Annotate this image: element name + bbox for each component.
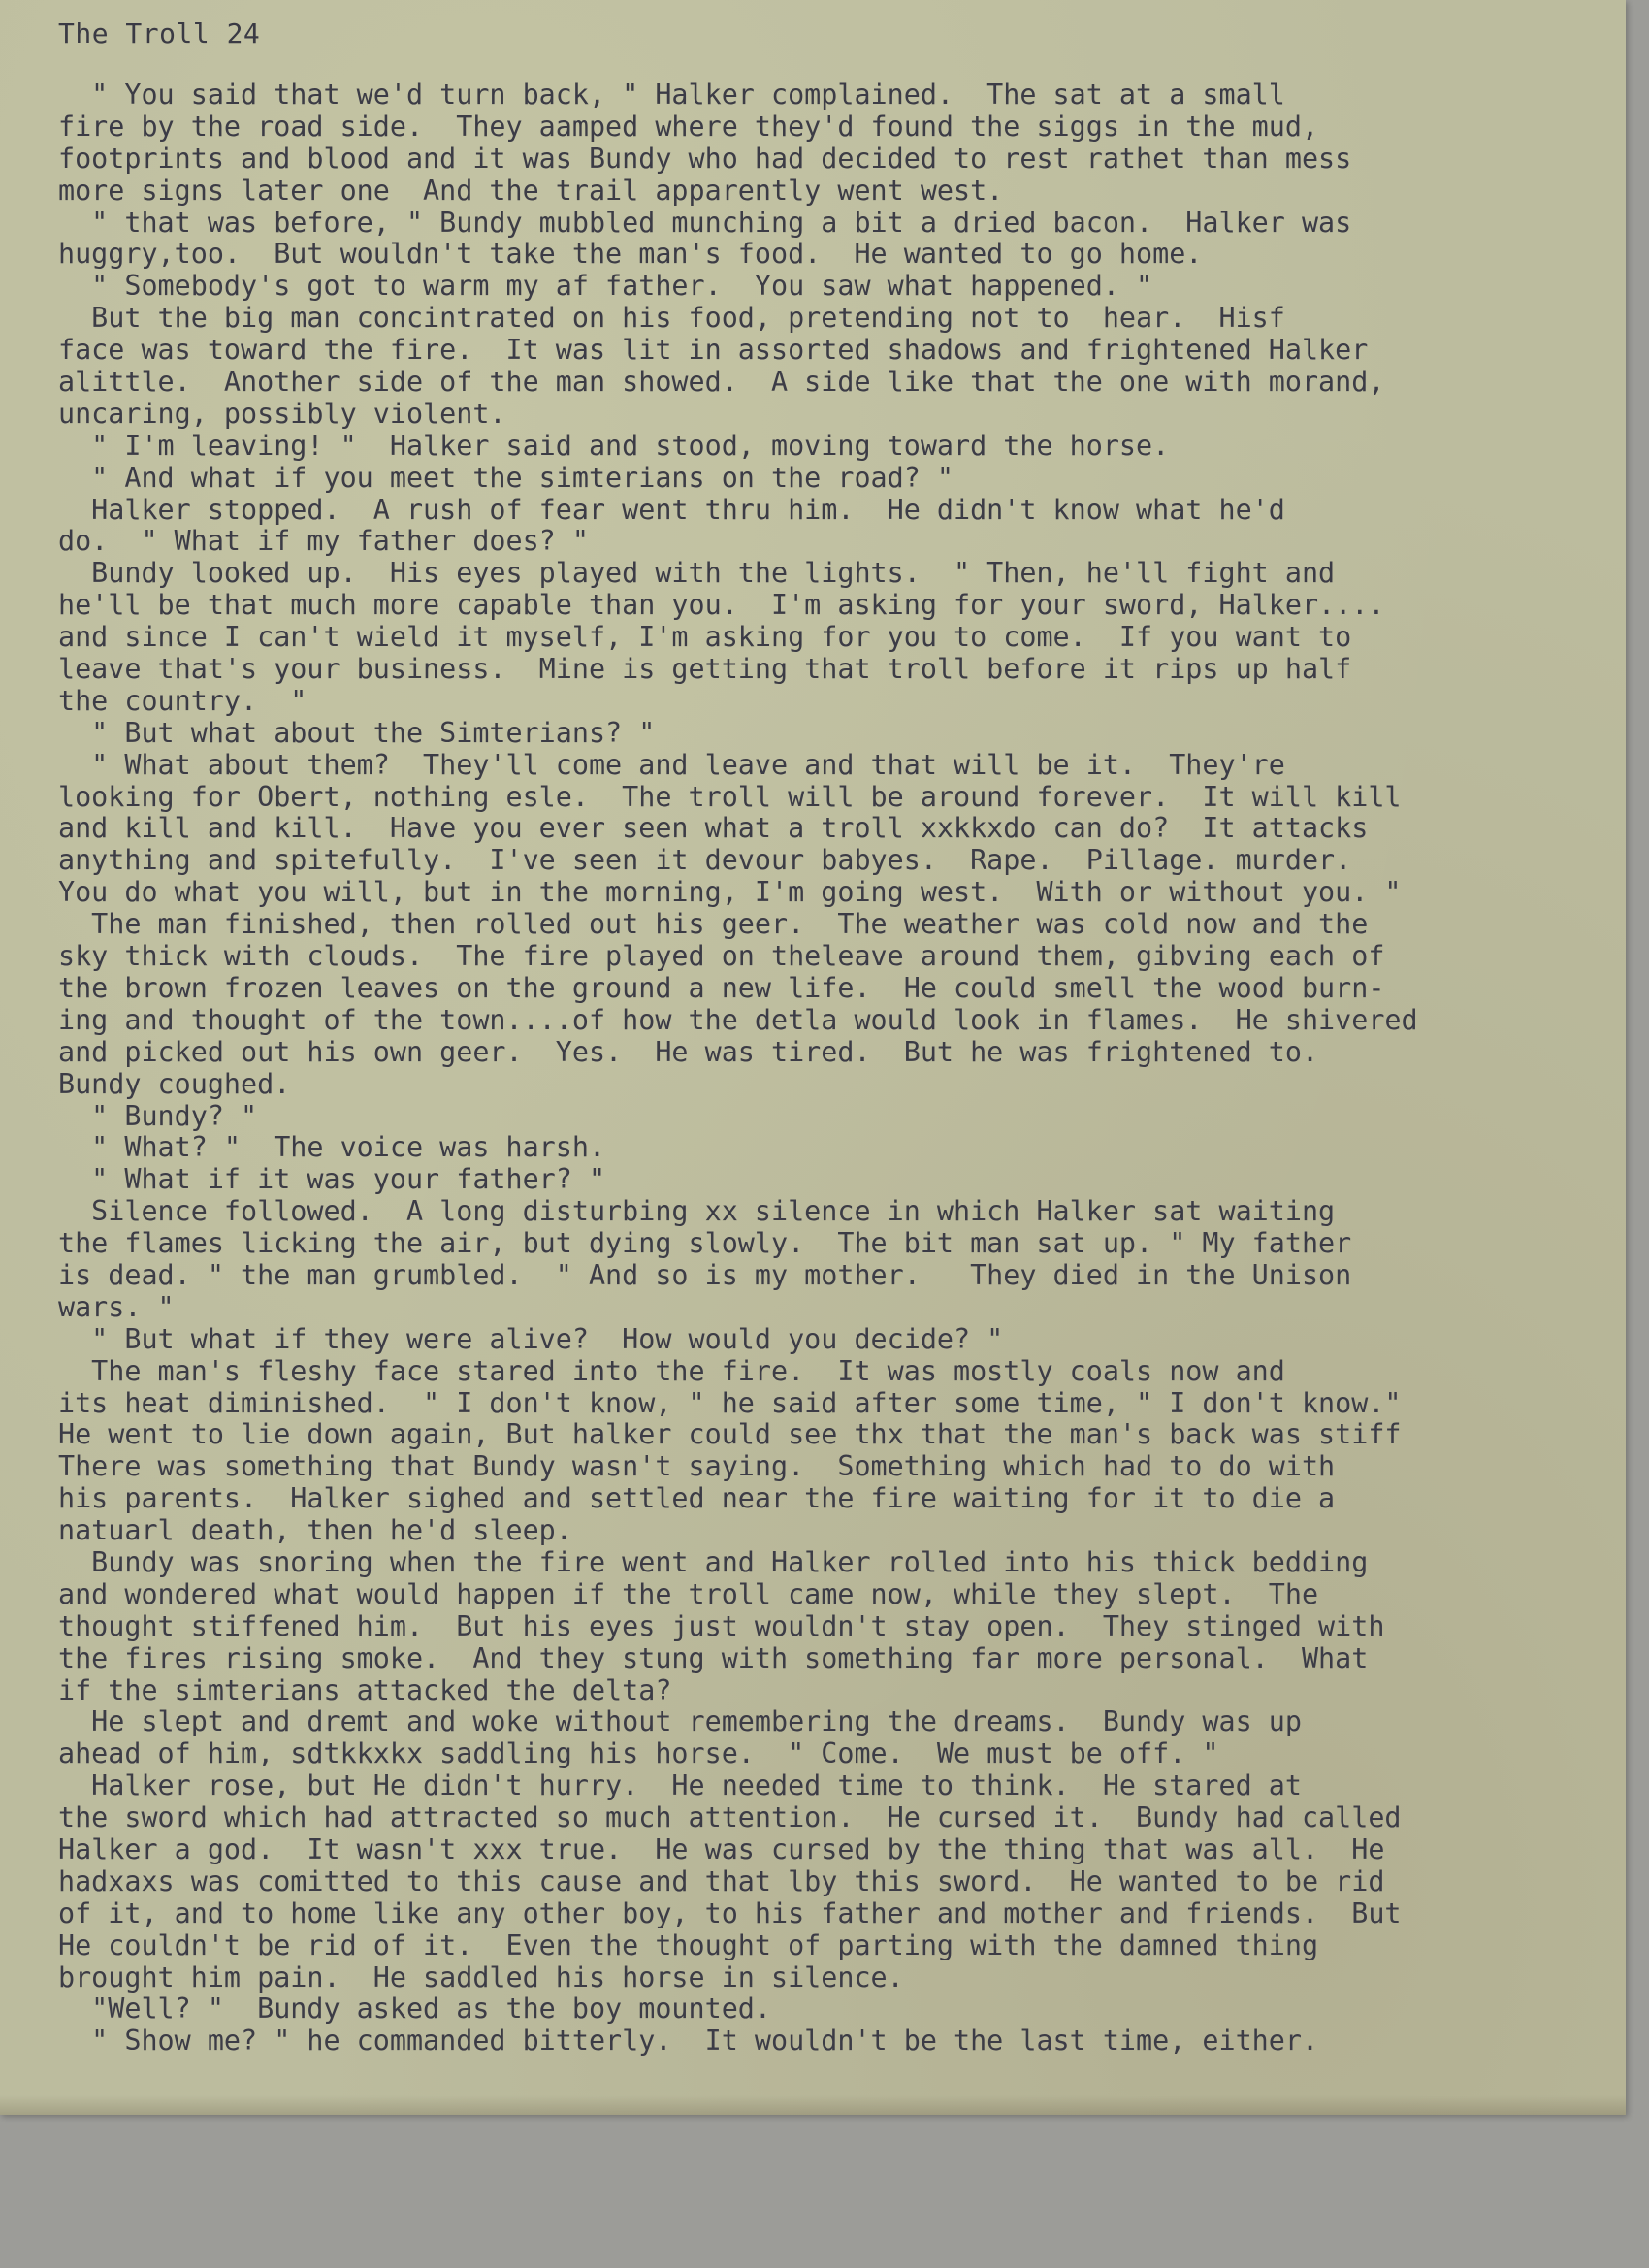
- text-line: natuarl death, then he'd sleep.: [58, 1515, 572, 1547]
- text-line: He went to lie down again, But halker could see thx that the man's back was stiff: [58, 1419, 1402, 1451]
- text-line: " Bundy? ": [58, 1100, 258, 1132]
- text-line: his parents. Halker sighed and settled near the fire waiting for it to die a: [58, 1483, 1336, 1515]
- page-header: The Troll 24: [58, 17, 261, 49]
- text-line: wars. ": [58, 1291, 175, 1323]
- text-line: He couldn't be rid of it. Even the thought of parting with the damned thing: [58, 1929, 1319, 1961]
- text-line: Bundy looked up. His eyes played with the lights. " Then, he'll fight and: [58, 558, 1336, 590]
- text-line: he'll be that much more capable than you. I'm asking for your sword, Halker....: [58, 590, 1385, 622]
- text-line: "Well? " Bundy asked as the boy mounted.: [58, 1993, 771, 2025]
- text-line: and since I can't wield it myself, I'm asking for you to come. If you want to: [58, 622, 1352, 654]
- page-body: [58, 80, 1620, 2057]
- text-line: fire by the road side. They aamped where they'd found the siggs in the mud,: [58, 111, 1319, 143]
- text-line: ing and thought of the town....of how the detla would look in flames. He shivered: [58, 1004, 1418, 1036]
- text-line: thought stiffened him. But his eyes just wouldn't stay open. They stinged with: [58, 1610, 1385, 1642]
- text-line: Halker a god. It wasn't xxx true. He was cursed by the thing that was all. He: [58, 1833, 1385, 1865]
- text-line: " You said that we'd turn back, " Halker complained. The sat at a small: [58, 80, 1285, 111]
- text-line: " What if it was your father? ": [58, 1164, 606, 1196]
- text-line: ahead of him, sdtkkxkx saddling his horse. " Come. We must be off. ": [58, 1738, 1219, 1770]
- text-line: hadxaxs was comitted to this cause and that lby this sword. He wanted to be rid: [58, 1865, 1385, 1897]
- text-line: " Somebody's got to warm my af father. You saw what happened. ": [58, 271, 1153, 303]
- text-line: huggry,too. But wouldn't take the man's food. He wanted to go home.: [58, 239, 1203, 271]
- text-line: " And what if you meet the simterians on the road? ": [58, 462, 954, 494]
- text-line: The man finished, then rolled out his geer. The weather was cold now and the: [58, 909, 1369, 941]
- text-line: looking for Obert, nothing esle. The troll will be around forever. It will kill: [58, 781, 1402, 813]
- text-line: brought him pain. He saddled his horse in silence.: [58, 1961, 904, 1993]
- text-line: You do what you will, but in the morning, I'm going west. With or without you. ": [58, 877, 1402, 909]
- text-line: of it, and to home like any other boy, to his father and mother and friends. But: [58, 1897, 1402, 1929]
- text-line: uncaring, possibly violent.: [58, 398, 506, 430]
- text-line: do. " What if my father does? ": [58, 526, 589, 558]
- text-line: the country. ": [58, 685, 307, 717]
- text-line: the flames licking the air, but dying slowly. The bit man sat up. " My father: [58, 1228, 1352, 1260]
- text-line: He slept and dremt and woke without remembering the dreams. Bundy was up: [58, 1706, 1302, 1738]
- paper-edge: [0, 2095, 1626, 2115]
- text-line: There was something that Bundy wasn't saying. Something which had to do with: [58, 1451, 1336, 1483]
- text-line: anything and spitefully. I've seen it devour babyes. Rape. Pillage. murder.: [58, 845, 1352, 877]
- text-line: But the big man concintrated on his food, pretending not to hear. Hisf: [58, 303, 1285, 335]
- text-line: " But what about the Simterians? ": [58, 717, 656, 749]
- text-line: " that was before, " Bundy mubbled munching a bit a dried bacon. Halker was: [58, 207, 1352, 239]
- text-line: and wondered what would happen if the troll came now, while they slept. The: [58, 1578, 1319, 1610]
- text-line: leave that's your business. Mine is getting that troll before it rips up half: [58, 654, 1352, 686]
- text-line: " What? " The voice was harsh.: [58, 1132, 606, 1164]
- text-line: Bundy coughed.: [58, 1068, 291, 1100]
- text-line: is dead. " the man grumbled. " And so is my mother. They died in the Unison: [58, 1259, 1352, 1291]
- text-line: Halker rose, but He didn't hurry. He needed time to think. He stared at: [58, 1770, 1302, 1802]
- text-line: the sword which had attracted so much attention. He cursed it. Bundy had called: [58, 1802, 1402, 1834]
- text-line: face was toward the fire. It was lit in assorted shadows and frightened Halker: [58, 335, 1369, 367]
- text-line: " I'm leaving! " Halker said and stood, moving toward the horse.: [58, 430, 1170, 462]
- text-line: alittle. Another side of the man showed. A side like that the one with morand,: [58, 367, 1385, 399]
- text-line: if the simterians attacked the delta?: [58, 1674, 672, 1706]
- text-line: footprints and blood and it was Bundy who had decided to rest rathet than mess: [58, 143, 1352, 175]
- text-line: Halker stopped. A rush of fear went thru him. He didn't know what he'd: [58, 494, 1285, 526]
- text-line: Bundy was snoring when the fire went and Halker rolled into his thick bedding: [58, 1546, 1369, 1578]
- text-line: and kill and kill. Have you ever seen what a troll xxkkxdo can do? It attacks: [58, 813, 1369, 845]
- text-line: and picked out his own geer. Yes. He was tired. But he was frightened to.: [58, 1036, 1319, 1068]
- text-line: The man's fleshy face stared into the fire. It was mostly coals now and: [58, 1355, 1285, 1387]
- text-line: more signs later one And the trail apparently went west.: [58, 175, 1004, 207]
- text-line: the fires rising smoke. And they stung with something far more personal. What: [58, 1642, 1369, 1674]
- text-line: the brown frozen leaves on the ground a new life. He could smell the wood burn-: [58, 972, 1385, 1004]
- text-line: sky thick with clouds. The fire played on theleave around them, gibving each of: [58, 941, 1385, 973]
- text-line: its heat diminished. " I don't know, " he said after some time, " I don't know.": [58, 1387, 1402, 1419]
- text-line: Silence followed. A long disturbing xx silence in which Halker sat waiting: [58, 1196, 1336, 1228]
- text-line: " What about them? They'll come and leave and that will be it. They're: [58, 749, 1285, 781]
- text-line: " But what if they were alive? How would you decide? ": [58, 1323, 1004, 1355]
- text-line: " Show me? " he commanded bitterly. It wouldn't be the last time, either.: [58, 2025, 1319, 2057]
